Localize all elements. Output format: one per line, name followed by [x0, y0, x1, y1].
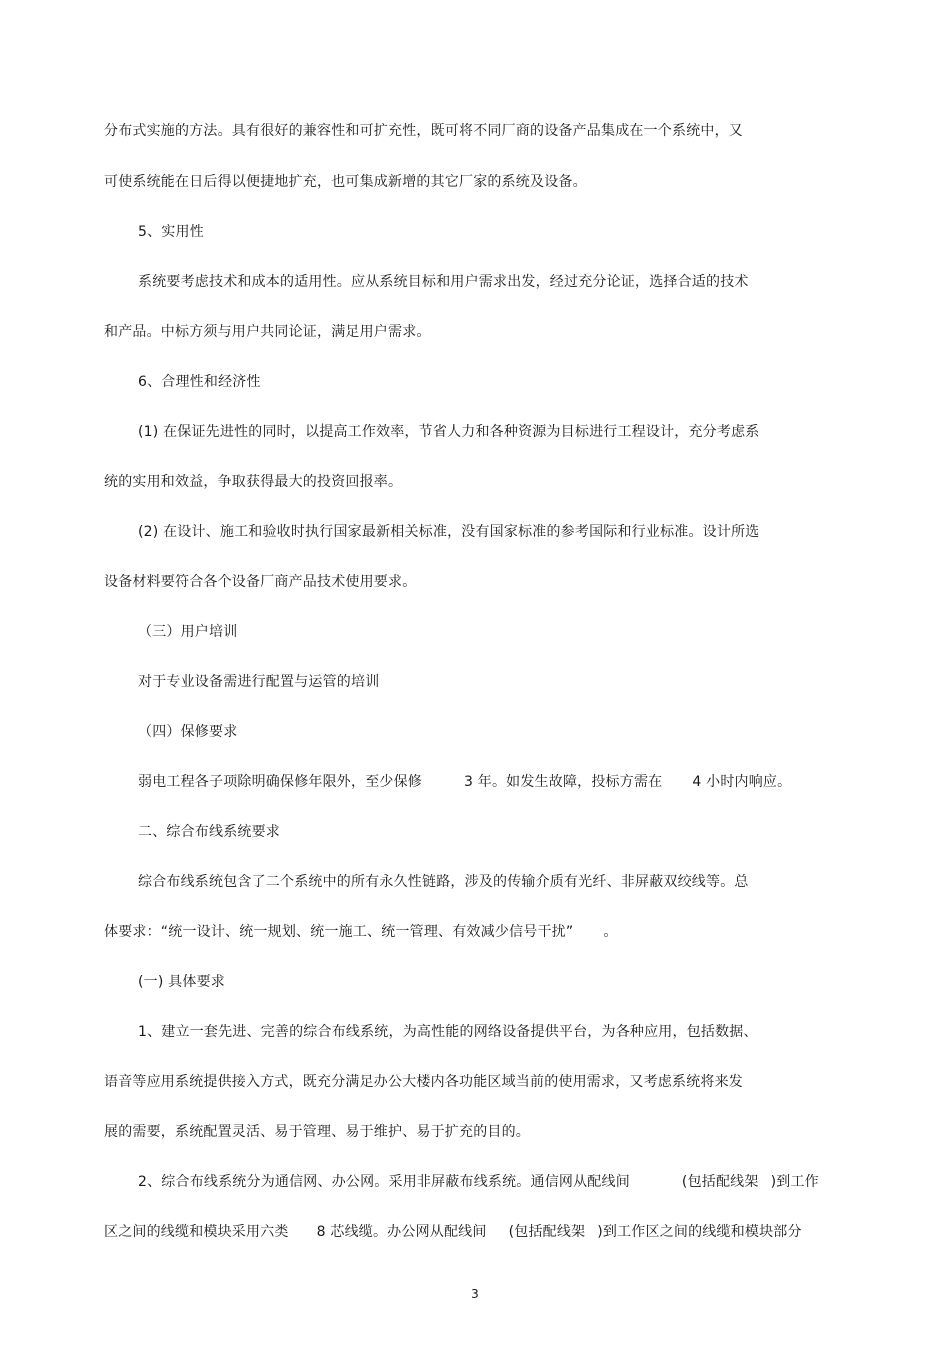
text-line: 设备材料要符合各个设备厂商产品技术使用要求。 — [104, 574, 417, 590]
text-line — [104, 1222, 802, 1242]
text-line: 统的实用和效益，争取获得最大的投资回报率。 — [104, 474, 403, 490]
text-segment: 8 芯线缆。办公网从配线间 — [316, 1224, 487, 1240]
text-segment: (包括配线架 — [508, 1224, 586, 1240]
text-line: 语音等应用系统提供接入方式，既充分满足办公大楼内各功能区域当前的使用需求，又考虑系统将来发 — [104, 1074, 743, 1090]
text-line: 综合布线系统包含了二个系统中的所有永久性链路，涉及的传输介质有光纤、非屏蔽双绞线等。总 — [138, 874, 749, 890]
text-segment: 3 年。如发生故障，投标方需在 — [464, 774, 663, 790]
text-line: 对于专业设备需进行配置与运管的培训 — [138, 674, 380, 690]
page-number: 3 — [471, 1287, 479, 1301]
text-segment: 区之间的线缆和模块采用六类 — [104, 1224, 289, 1240]
text-line: (2) 在设计、施工和验收时执行国家最新相关标准，没有国家标准的参考国际和行业标准。设计所选 — [138, 524, 760, 540]
text-line: 可使系统能在日后得以便捷地扩充，也可集成新增的其它厂家的系统及设备。 — [104, 174, 587, 190]
text-line: 系统要考虑技术和成本的适用性。应从系统目标和用户需求出发，经过充分论证，选择合适的技术 — [138, 274, 749, 290]
text-line: 分布式实施的方法。具有很好的兼容性和可扩充性，既可将不同厂商的设备产品集成在一个系统中，又 — [104, 123, 743, 139]
text-line — [138, 772, 791, 792]
text-line — [138, 1172, 819, 1192]
text-segment: 4 小时内响应。 — [692, 774, 792, 790]
section-heading: 6、合理性和经济性 — [138, 374, 261, 390]
section-heading: (一) 具体要求 — [138, 974, 225, 990]
text-segment: 。 — [603, 924, 618, 940]
text-line: 和产品。中标方须与用户共同论证，满足用户需求。 — [104, 324, 431, 340]
section-heading: （四）保修要求 — [138, 724, 238, 740]
text-line: (1) 在保证先进性的同时，以提高工作效率，节省人力和各种资源为目标进行工程设计，充分考虑系 — [138, 424, 760, 440]
text-segment: )到工作区之间的线缆和模块部分 — [597, 1224, 802, 1240]
section-heading: 5、实用性 — [138, 224, 204, 240]
text-segment: 弱电工程各子项除明确保修年限外，至少保修 — [138, 774, 422, 790]
text-line: 展的需要，系统配置灵活、易于管理、易于维护、易于扩充的目的。 — [104, 1124, 530, 1140]
section-heading: （三）用户培训 — [138, 624, 238, 640]
text-segment: 2、综合布线系统分为通信网、办公网。采用非屏蔽布线系统。通信网从配线间 — [138, 1174, 630, 1190]
text-segment: )到工作 — [770, 1174, 819, 1190]
text-line: 1、建立一套先进、完善的综合布线系统，为高性能的网络设备提供平台，为各种应用，包括数据、 — [138, 1024, 758, 1040]
section-heading: 二、综合布线系统要求 — [138, 824, 280, 840]
text-line — [104, 922, 618, 942]
text-segment: 体要求：“统一设计、统一规划、统一施工、统一管理、有效减少信号干扰” — [104, 924, 574, 940]
text-segment: (包括配线架 — [681, 1174, 759, 1190]
